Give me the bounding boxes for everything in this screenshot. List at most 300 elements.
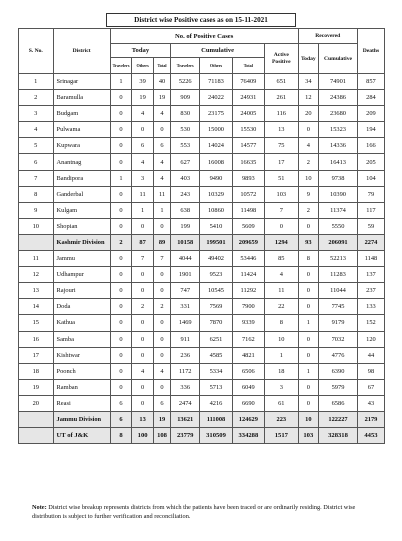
cell-cumulative-total: 209659 (232, 234, 264, 250)
cell-today-total: 11 (153, 186, 170, 202)
cell-deaths: 133 (357, 299, 384, 315)
jammu-division-total-row (19, 411, 385, 427)
cell-today-others: 2 (132, 299, 154, 315)
cell-recovered-today: 0 (298, 267, 319, 283)
cell-deaths: 857 (357, 74, 384, 90)
cell-district: Baramulla (53, 90, 110, 106)
cell-cumulative-total: 7162 (232, 331, 264, 347)
cell-recovered-today: 2 (298, 202, 319, 218)
header-cumulative: Cumulative (171, 44, 265, 58)
table-row (19, 331, 385, 347)
cell-recovered-cumulative: 9738 (319, 170, 358, 186)
cases-table-body (19, 74, 385, 444)
cell-deaths: 43 (357, 395, 384, 411)
cell-recovered-today: 1 (298, 315, 319, 331)
cell-district: UT of J&K (53, 428, 110, 444)
cell-sno: 6 (19, 154, 54, 170)
cell-district: Kashmir Division (53, 234, 110, 250)
cell-recovered-cumulative: 5979 (319, 379, 358, 395)
cell-recovered-today: 8 (298, 251, 319, 267)
cell-today-total: 0 (153, 283, 170, 299)
cell-cumulative-travelers: 5226 (171, 74, 200, 90)
cell-today-others: 0 (132, 218, 154, 234)
cell-cumulative-total: 11424 (232, 267, 264, 283)
header-deaths: Deaths (357, 29, 384, 74)
cell-recovered-today: 0 (298, 379, 319, 395)
cell-cumulative-total: 53446 (232, 251, 264, 267)
cell-cumulative-travelers: 199 (171, 218, 200, 234)
cell-today-total: 4 (153, 363, 170, 379)
cell-recovered-today: 20 (298, 106, 319, 122)
cell-recovered-today: 12 (298, 90, 319, 106)
cell-active-positive: 1294 (265, 234, 299, 250)
cell-today-total: 0 (153, 379, 170, 395)
cell-cumulative-others: 24022 (200, 90, 232, 106)
cell-recovered-today: 10 (298, 411, 319, 427)
cell-cumulative-total: 6690 (232, 395, 264, 411)
cell-recovered-cumulative: 7745 (319, 299, 358, 315)
cell-cumulative-travelers: 236 (171, 347, 200, 363)
cell-cumulative-travelers: 553 (171, 138, 200, 154)
header-recovered-today: Today (298, 44, 319, 74)
cell-cumulative-total: 334288 (232, 428, 264, 444)
cell-active-positive: 0 (265, 218, 299, 234)
cell-today-total: 0 (153, 315, 170, 331)
cell-deaths: 2274 (357, 234, 384, 250)
cell-cumulative-travelers: 747 (171, 283, 200, 299)
cell-sno: 8 (19, 186, 54, 202)
cell-district: Poonch (53, 363, 110, 379)
cell-cumulative-total: 6049 (232, 379, 264, 395)
cell-cumulative-travelers: 403 (171, 170, 200, 186)
cell-district: Ganderbal (53, 186, 110, 202)
cell-deaths: 152 (357, 315, 384, 331)
table-row (19, 363, 385, 379)
cell-active-positive: 651 (265, 74, 299, 90)
header-recovered: Recovered (298, 29, 357, 44)
cell-recovered-cumulative: 7032 (319, 331, 358, 347)
cell-district: Anantnag (53, 154, 110, 170)
table-row (19, 74, 385, 90)
cell-today-total: 0 (153, 122, 170, 138)
table-row (19, 106, 385, 122)
cell-cumulative-total: 14577 (232, 138, 264, 154)
cell-cumulative-others: 16008 (200, 154, 232, 170)
cell-cumulative-others: 5334 (200, 363, 232, 379)
cell-recovered-cumulative: 11044 (319, 283, 358, 299)
cell-cumulative-others: 49402 (200, 251, 232, 267)
cell-today-others: 0 (132, 331, 154, 347)
cell-deaths: 2179 (357, 411, 384, 427)
cell-district: Samba (53, 331, 110, 347)
cell-cumulative-total: 16635 (232, 154, 264, 170)
cell-today-total: 89 (153, 234, 170, 250)
cell-cumulative-total: 4821 (232, 347, 264, 363)
cell-sno: 1 (19, 74, 54, 90)
cell-recovered-cumulative: 4776 (319, 347, 358, 363)
cell-today-travelers: 0 (110, 283, 132, 299)
cell-sno: 5 (19, 138, 54, 154)
cell-cumulative-others: 23175 (200, 106, 232, 122)
header-today-others: Others (132, 58, 154, 74)
cell-recovered-today: 9 (298, 186, 319, 202)
cell-sno: 9 (19, 202, 54, 218)
cell-deaths: 205 (357, 154, 384, 170)
header-sno: S. No. (19, 29, 54, 74)
cell-today-travelers: 0 (110, 299, 132, 315)
cell-active-positive: 8 (265, 315, 299, 331)
cell-recovered-today: 0 (298, 395, 319, 411)
cell-sno: 14 (19, 299, 54, 315)
header-positive-cases: No. of Positive Cases (110, 29, 298, 44)
cell-cumulative-travelers: 530 (171, 122, 200, 138)
table-row (19, 347, 385, 363)
cell-district: Kishtwar (53, 347, 110, 363)
table-row (19, 251, 385, 267)
cell-active-positive: 13 (265, 122, 299, 138)
cell-cumulative-travelers: 638 (171, 202, 200, 218)
header-recovered-cumulative: Cumulative (319, 44, 358, 74)
cell-district: Jammu (53, 251, 110, 267)
cell-cumulative-travelers: 1172 (171, 363, 200, 379)
cell-active-positive: 223 (265, 411, 299, 427)
cell-today-others: 11 (132, 186, 154, 202)
cell-district: Bandipora (53, 170, 110, 186)
cell-recovered-today: 4 (298, 138, 319, 154)
cell-recovered-cumulative: 74901 (319, 74, 358, 90)
cell-today-travelers: 0 (110, 331, 132, 347)
cell-cumulative-total: 24931 (232, 90, 264, 106)
kashmir-division-total-row (19, 234, 385, 250)
cell-today-total: 4 (153, 170, 170, 186)
cell-today-total: 0 (153, 347, 170, 363)
cell-today-travelers: 0 (110, 315, 132, 331)
cell-deaths: 237 (357, 283, 384, 299)
cell-cumulative-total: 7900 (232, 299, 264, 315)
cell-today-others: 87 (132, 234, 154, 250)
cell-cumulative-total: 11498 (232, 202, 264, 218)
cell-recovered-today: 2 (298, 154, 319, 170)
cell-recovered-cumulative: 16413 (319, 154, 358, 170)
cell-today-total: 40 (153, 74, 170, 90)
cell-today-others: 0 (132, 315, 154, 331)
cell-today-total: 6 (153, 395, 170, 411)
cell-recovered-cumulative: 5550 (319, 218, 358, 234)
cell-cumulative-others: 111008 (200, 411, 232, 427)
cell-sno: 20 (19, 395, 54, 411)
cell-cumulative-others: 5713 (200, 379, 232, 395)
cell-today-others: 100 (132, 428, 154, 444)
cell-cumulative-others: 310509 (200, 428, 232, 444)
cell-recovered-today: 103 (298, 428, 319, 444)
cell-deaths: 98 (357, 363, 384, 379)
cell-district: Jammu Division (53, 411, 110, 427)
header-today-total: Total (153, 58, 170, 74)
cell-recovered-cumulative: 11283 (319, 267, 358, 283)
cell-recovered-today: 0 (298, 347, 319, 363)
cell-today-travelers: 0 (110, 202, 132, 218)
cell-today-travelers: 0 (110, 122, 132, 138)
cell-active-positive: 61 (265, 395, 299, 411)
cell-sno: 16 (19, 331, 54, 347)
header-today: Today (110, 44, 170, 58)
footnote (32, 503, 372, 521)
cell-recovered-today: 93 (298, 234, 319, 250)
cell-active-positive: 1517 (265, 428, 299, 444)
cell-cumulative-others: 10860 (200, 202, 232, 218)
cell-today-total: 7 (153, 251, 170, 267)
cell-today-others: 7 (132, 251, 154, 267)
cell-district: Reasi (53, 395, 110, 411)
table-row (19, 186, 385, 202)
cell-deaths: 104 (357, 170, 384, 186)
cell-cumulative-travelers: 336 (171, 379, 200, 395)
cell-deaths: 166 (357, 138, 384, 154)
cell-sno: 13 (19, 283, 54, 299)
table-row (19, 315, 385, 331)
cell-today-travelers: 6 (110, 411, 132, 427)
header-cumulative-total: Total (232, 58, 264, 74)
cell-recovered-cumulative: 328318 (319, 428, 358, 444)
cell-recovered-cumulative: 206091 (319, 234, 358, 250)
table-row (19, 90, 385, 106)
cell-today-total: 4 (153, 106, 170, 122)
cell-sno (19, 428, 54, 444)
cell-sno: 11 (19, 251, 54, 267)
cell-today-travelers: 0 (110, 154, 132, 170)
cell-cumulative-others: 7569 (200, 299, 232, 315)
cell-cumulative-total: 11292 (232, 283, 264, 299)
table-row (19, 138, 385, 154)
cell-cumulative-travelers: 331 (171, 299, 200, 315)
table-row (19, 267, 385, 283)
cell-recovered-today: 0 (298, 299, 319, 315)
cell-cumulative-others: 4216 (200, 395, 232, 411)
cell-recovered-cumulative: 23680 (319, 106, 358, 122)
cell-cumulative-others: 71183 (200, 74, 232, 90)
footnote-text: District wise breakup represents districts from which the patients have been traced or are ordinarily residing. District wise distribution is subject to further verification and reconciliation. (32, 504, 356, 520)
cell-district: Srinagar (53, 74, 110, 90)
cell-active-positive: 4 (265, 267, 299, 283)
cell-cumulative-others: 10329 (200, 186, 232, 202)
cell-sno: 17 (19, 347, 54, 363)
cell-active-positive: 11 (265, 283, 299, 299)
cell-recovered-today: 34 (298, 74, 319, 90)
cell-cumulative-others: 10545 (200, 283, 232, 299)
cell-deaths: 137 (357, 267, 384, 283)
cell-district: Udhampur (53, 267, 110, 283)
cell-cumulative-travelers: 4044 (171, 251, 200, 267)
cell-sno: 3 (19, 106, 54, 122)
cell-sno: 10 (19, 218, 54, 234)
cell-district: Kathua (53, 315, 110, 331)
cell-cumulative-travelers: 13621 (171, 411, 200, 427)
cell-recovered-cumulative: 24386 (319, 90, 358, 106)
header-today-travelers: Travelers (110, 58, 132, 74)
cell-sno: 12 (19, 267, 54, 283)
cell-cumulative-others: 9490 (200, 170, 232, 186)
cell-cumulative-travelers: 1469 (171, 315, 200, 331)
cell-today-others: 19 (132, 90, 154, 106)
cell-district: Rajouri (53, 283, 110, 299)
cell-today-travelers: 0 (110, 106, 132, 122)
footnote-label: Note: (32, 504, 47, 511)
cell-district: Kulgam (53, 202, 110, 218)
cell-district: Kupwara (53, 138, 110, 154)
cell-cumulative-travelers: 2474 (171, 395, 200, 411)
cell-today-others: 1 (132, 202, 154, 218)
cell-today-others: 39 (132, 74, 154, 90)
cell-today-others: 0 (132, 283, 154, 299)
cell-cumulative-total: 124629 (232, 411, 264, 427)
cell-cumulative-total: 10572 (232, 186, 264, 202)
cell-cumulative-total: 5609 (232, 218, 264, 234)
cell-cumulative-travelers: 911 (171, 331, 200, 347)
header-district: District (53, 29, 110, 74)
table-row (19, 170, 385, 186)
cell-today-travelers: 6 (110, 395, 132, 411)
cell-cumulative-travelers: 243 (171, 186, 200, 202)
cell-cumulative-others: 199501 (200, 234, 232, 250)
cell-today-total: 108 (153, 428, 170, 444)
cell-cumulative-others: 7870 (200, 315, 232, 331)
cell-today-travelers: 1 (110, 170, 132, 186)
cell-active-positive: 22 (265, 299, 299, 315)
cell-today-total: 19 (153, 411, 170, 427)
cell-cumulative-total: 76409 (232, 74, 264, 90)
cell-cumulative-travelers: 627 (171, 154, 200, 170)
cell-cumulative-others: 5410 (200, 218, 232, 234)
header-cumulative-others: Others (200, 58, 232, 74)
cell-recovered-cumulative: 52213 (319, 251, 358, 267)
cell-today-total: 1 (153, 202, 170, 218)
table-row (19, 122, 385, 138)
cell-active-positive: 261 (265, 90, 299, 106)
cell-deaths: 120 (357, 331, 384, 347)
cell-today-total: 0 (153, 218, 170, 234)
table-row (19, 283, 385, 299)
cell-recovered-cumulative: 6586 (319, 395, 358, 411)
cell-deaths: 59 (357, 218, 384, 234)
cell-cumulative-others: 14024 (200, 138, 232, 154)
cell-today-total: 4 (153, 154, 170, 170)
cell-sno: 19 (19, 379, 54, 395)
cell-recovered-cumulative: 10390 (319, 186, 358, 202)
cell-cumulative-travelers: 10158 (171, 234, 200, 250)
cell-sno: 7 (19, 170, 54, 186)
cell-recovered-today: 1 (298, 363, 319, 379)
cell-today-others: 0 (132, 379, 154, 395)
cell-recovered-cumulative: 122227 (319, 411, 358, 427)
cell-active-positive: 1 (265, 347, 299, 363)
cell-cumulative-total: 9893 (232, 170, 264, 186)
cell-deaths: 117 (357, 202, 384, 218)
cell-district: Doda (53, 299, 110, 315)
cell-cumulative-total: 24005 (232, 106, 264, 122)
cell-active-positive: 10 (265, 331, 299, 347)
cell-recovered-today: 10 (298, 170, 319, 186)
cell-cumulative-others: 9523 (200, 267, 232, 283)
cell-recovered-today: 0 (298, 331, 319, 347)
cell-deaths: 4453 (357, 428, 384, 444)
cell-today-total: 0 (153, 267, 170, 283)
cell-today-total: 19 (153, 90, 170, 106)
cell-deaths: 284 (357, 90, 384, 106)
cell-today-others: 0 (132, 395, 154, 411)
cell-sno (19, 234, 54, 250)
cell-active-positive: 75 (265, 138, 299, 154)
cell-sno: 18 (19, 363, 54, 379)
cell-active-positive: 116 (265, 106, 299, 122)
cell-active-positive: 18 (265, 363, 299, 379)
header-active-positive: Active Positive (265, 44, 299, 74)
cell-today-others: 4 (132, 154, 154, 170)
cell-recovered-cumulative: 15323 (319, 122, 358, 138)
cell-today-travelers: 0 (110, 218, 132, 234)
cell-recovered-today: 0 (298, 122, 319, 138)
table-row (19, 395, 385, 411)
cell-today-travelers: 1 (110, 74, 132, 90)
cell-today-others: 4 (132, 363, 154, 379)
cell-today-travelers: 0 (110, 251, 132, 267)
cell-today-others: 3 (132, 170, 154, 186)
cell-district: Ramban (53, 379, 110, 395)
cell-recovered-cumulative: 9179 (319, 315, 358, 331)
table-row (19, 379, 385, 395)
cell-district: Shopian (53, 218, 110, 234)
table-row (19, 154, 385, 170)
cell-cumulative-total: 15530 (232, 122, 264, 138)
cell-today-travelers: 0 (110, 90, 132, 106)
cell-cumulative-total: 6506 (232, 363, 264, 379)
cell-cumulative-travelers: 23779 (171, 428, 200, 444)
cell-today-travelers: 0 (110, 267, 132, 283)
ut-total-row (19, 428, 385, 444)
table-row (19, 299, 385, 315)
cell-today-others: 4 (132, 106, 154, 122)
cell-deaths: 1148 (357, 251, 384, 267)
cell-today-total: 6 (153, 138, 170, 154)
cell-today-total: 0 (153, 331, 170, 347)
cell-district: Budgam (53, 106, 110, 122)
cell-recovered-cumulative: 6390 (319, 363, 358, 379)
cell-today-others: 13 (132, 411, 154, 427)
cell-deaths: 79 (357, 186, 384, 202)
cell-today-travelers: 0 (110, 138, 132, 154)
cell-district: Pulwama (53, 122, 110, 138)
cell-deaths: 194 (357, 122, 384, 138)
cell-sno: 15 (19, 315, 54, 331)
cell-today-travelers: 8 (110, 428, 132, 444)
table-row (19, 202, 385, 218)
cell-cumulative-total: 9339 (232, 315, 264, 331)
cell-active-positive: 3 (265, 379, 299, 395)
cell-cumulative-others: 4585 (200, 347, 232, 363)
cell-active-positive: 103 (265, 186, 299, 202)
document-title: District wise Positive cases as on 15-11-2021 (106, 13, 296, 27)
cell-deaths: 209 (357, 106, 384, 122)
cases-table (18, 28, 385, 444)
cell-cumulative-others: 6251 (200, 331, 232, 347)
cell-today-others: 0 (132, 122, 154, 138)
cell-sno: 2 (19, 90, 54, 106)
cell-today-total: 2 (153, 299, 170, 315)
cell-deaths: 44 (357, 347, 384, 363)
cell-today-travelers: 0 (110, 379, 132, 395)
cell-active-positive: 7 (265, 202, 299, 218)
cell-cumulative-others: 15000 (200, 122, 232, 138)
cell-recovered-today: 0 (298, 218, 319, 234)
